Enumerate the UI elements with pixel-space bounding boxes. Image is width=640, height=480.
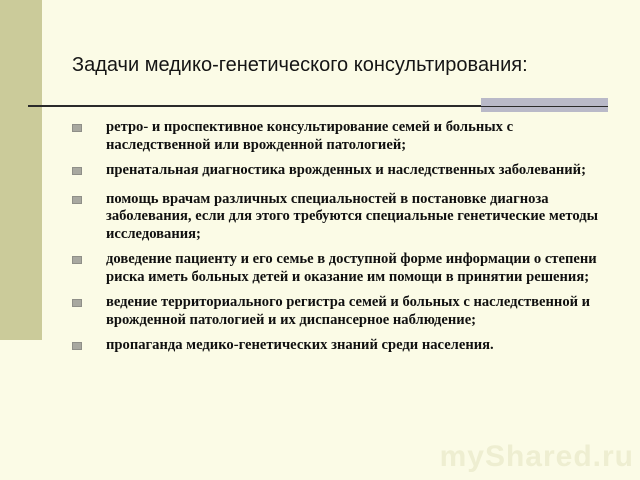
square-bullet-icon: [72, 167, 82, 175]
bullet-list: [72, 119, 617, 363]
bullet-text: доведение пациенту и его семье в доступной форме информации о степени риска иметь больных детей и оказание им помощи в принятии решения;: [106, 251, 597, 285]
square-bullet-icon: [72, 124, 82, 132]
square-bullet-icon: [72, 196, 82, 204]
square-bullet-icon: [72, 342, 82, 350]
bullet-text: пропаганда медико-генетических знаний среди населения.: [106, 337, 494, 353]
bullet-text: помощь врачам различных специальностей в постановке диагноза заболевания, если для этого требуются специальные генетические методы исследования;: [106, 190, 598, 242]
divider-accent-bar-top: [481, 98, 608, 106]
bullet-item: [72, 337, 617, 355]
divider-accent-bar-bottom: [481, 107, 608, 112]
bullet-item: [72, 162, 617, 180]
square-bullet-icon: [72, 299, 82, 307]
bullet-item: [72, 119, 617, 154]
bullet-item: [72, 191, 617, 244]
bullet-item: [72, 294, 617, 329]
bullet-item: [72, 251, 617, 286]
square-bullet-icon: [72, 256, 82, 264]
slide-title: Задачи медико-генетического консультирования:: [72, 54, 528, 76]
bullet-text: ведение территориального регистра семей и больных с наследственной и врожденной патологией и их диспансерное наблюдение;: [106, 294, 591, 328]
bullet-text: пренатальная диагностика врожденных и наследственных заболеваний;: [106, 162, 586, 178]
left-decorative-band: [0, 0, 42, 340]
watermark: myShared.ru: [439, 440, 634, 473]
bullet-text: ретро- и проспективное консультирование семей и больных с наследственной или врожденной патологией;: [106, 119, 514, 153]
